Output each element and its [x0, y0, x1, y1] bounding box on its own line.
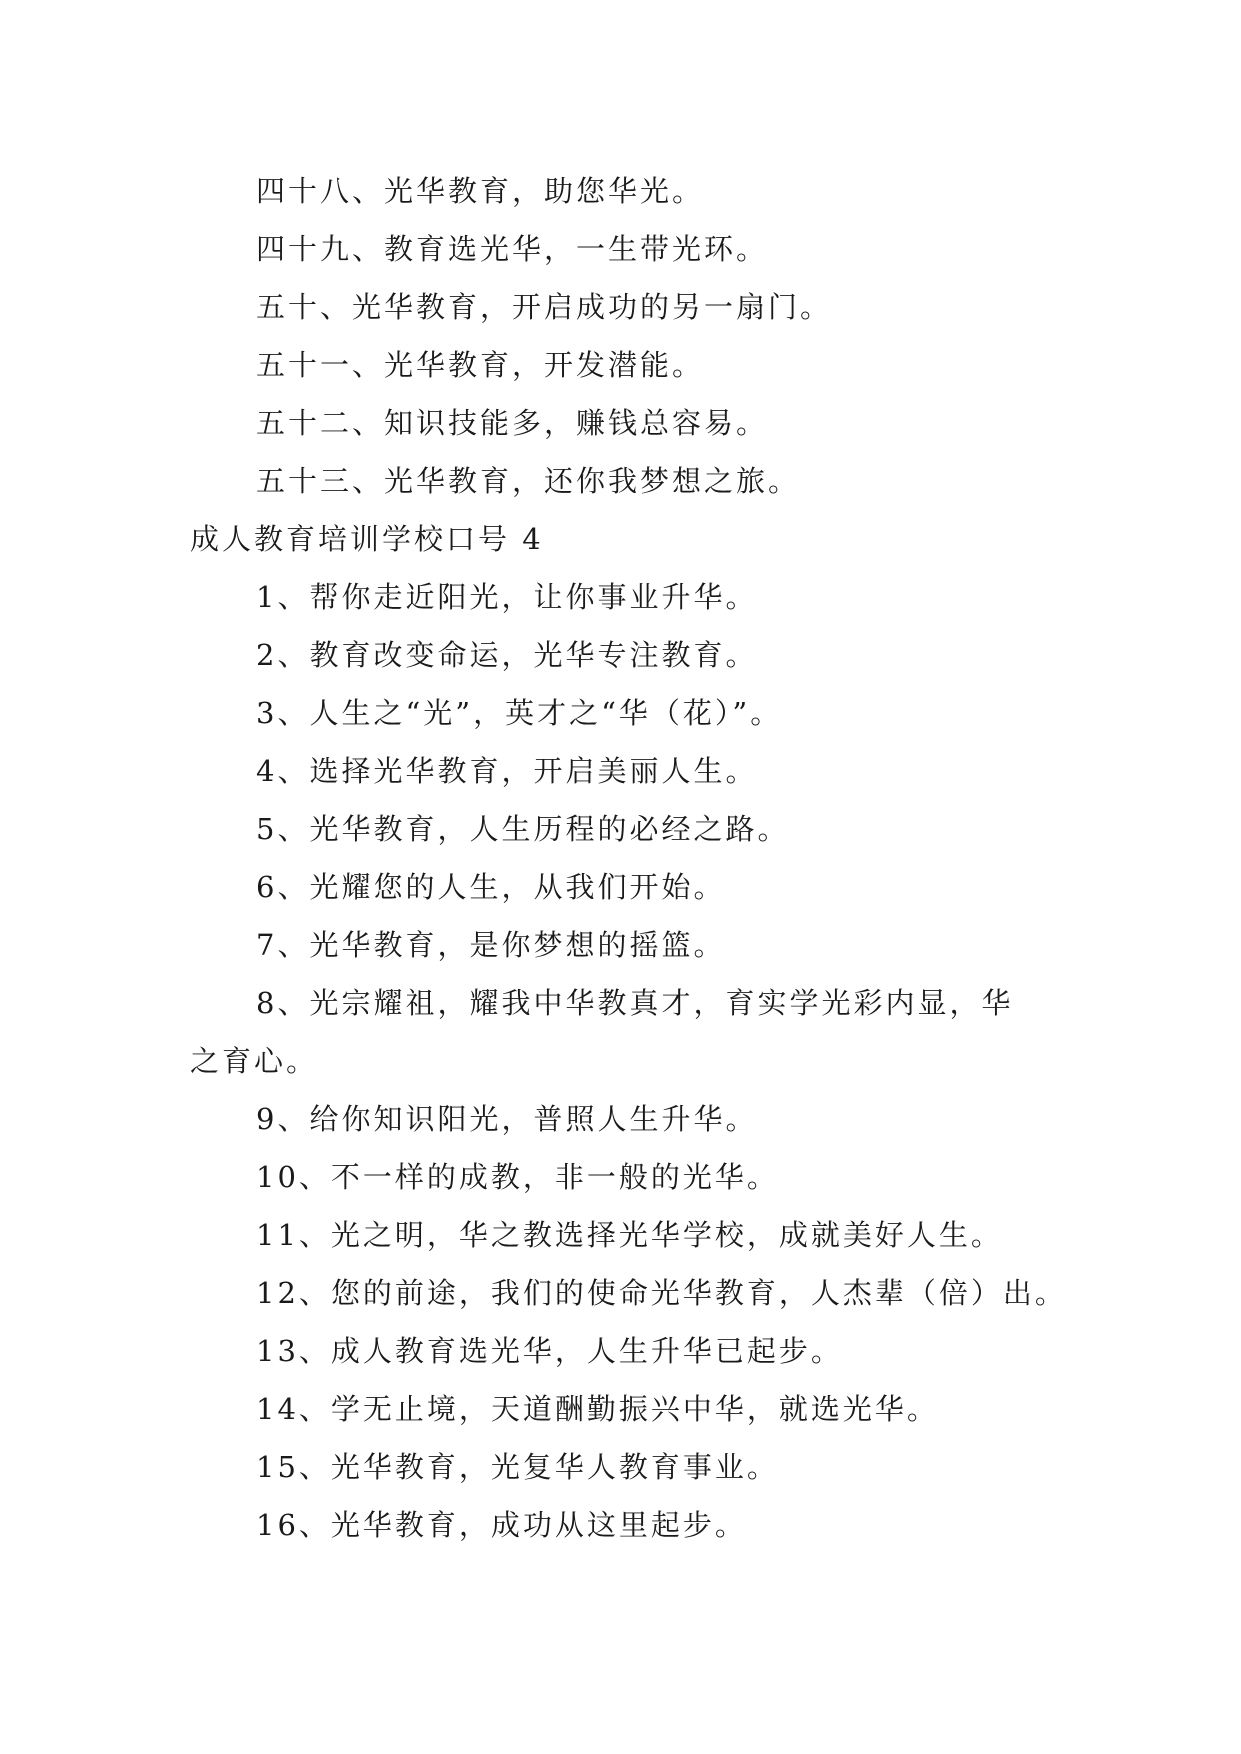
- paragraph-line: 五十三、光华教育，还你我梦想之旅。: [256, 464, 801, 498]
- document-body: [190, 162, 1070, 1554]
- list-item: 15、光华教育，光复华人教育事业。: [256, 1450, 779, 1484]
- list-item: 3、人生之“光”，英才之“华（花）”。: [256, 696, 783, 730]
- list-item: 4、选择光华教育，开启美丽人生。: [256, 754, 758, 788]
- list-item: 14、学无止境，天道酬勤振兴中华，就选光华。: [256, 1392, 939, 1426]
- list-item: 1、帮你走近阳光，让你事业升华。: [256, 580, 758, 614]
- list-item: 11、光之明，华之教选择光华学校，成就美好人生。: [256, 1218, 1003, 1252]
- paragraph-line: 五十二、知识技能多，赚钱总容易。: [256, 406, 769, 440]
- list-item: 7、光华教育，是你梦想的摇篮。: [256, 928, 726, 962]
- list-item-continuation: 之育心。: [190, 1044, 319, 1078]
- list-item: 12、您的前途，我们的使命光华教育，人杰辈（倍）出。: [256, 1276, 1067, 1310]
- paragraph-line: 五十、光华教育，开启成功的另一扇门。: [256, 290, 833, 324]
- list-item: 10、不一样的成教，非一般的光华。: [256, 1160, 779, 1194]
- list-item: 6、光耀您的人生，从我们开始。: [256, 870, 726, 904]
- list-item: 9、给你知识阳光，普照人生升华。: [256, 1102, 758, 1136]
- list-item: 8、光宗耀祖，耀我中华教真才，育实学光彩内显，华: [256, 986, 1014, 1020]
- list-item: 2、教育改变命运，光华专注教育。: [256, 638, 758, 672]
- paragraph-line: 四十八、光华教育，助您华光。: [256, 174, 705, 208]
- paragraph-line: 四十九、教育选光华，一生带光环。: [256, 232, 769, 266]
- section-heading: 成人教育培训学校口号 4: [190, 522, 544, 556]
- paragraph-line: 五十一、光华教育，开发潜能。: [256, 348, 705, 382]
- list-item: 13、成人教育选光华，人生升华已起步。: [256, 1334, 843, 1368]
- list-item: 16、光华教育，成功从这里起步。: [256, 1508, 747, 1542]
- list-item: 5、光华教育，人生历程的必经之路。: [256, 812, 790, 846]
